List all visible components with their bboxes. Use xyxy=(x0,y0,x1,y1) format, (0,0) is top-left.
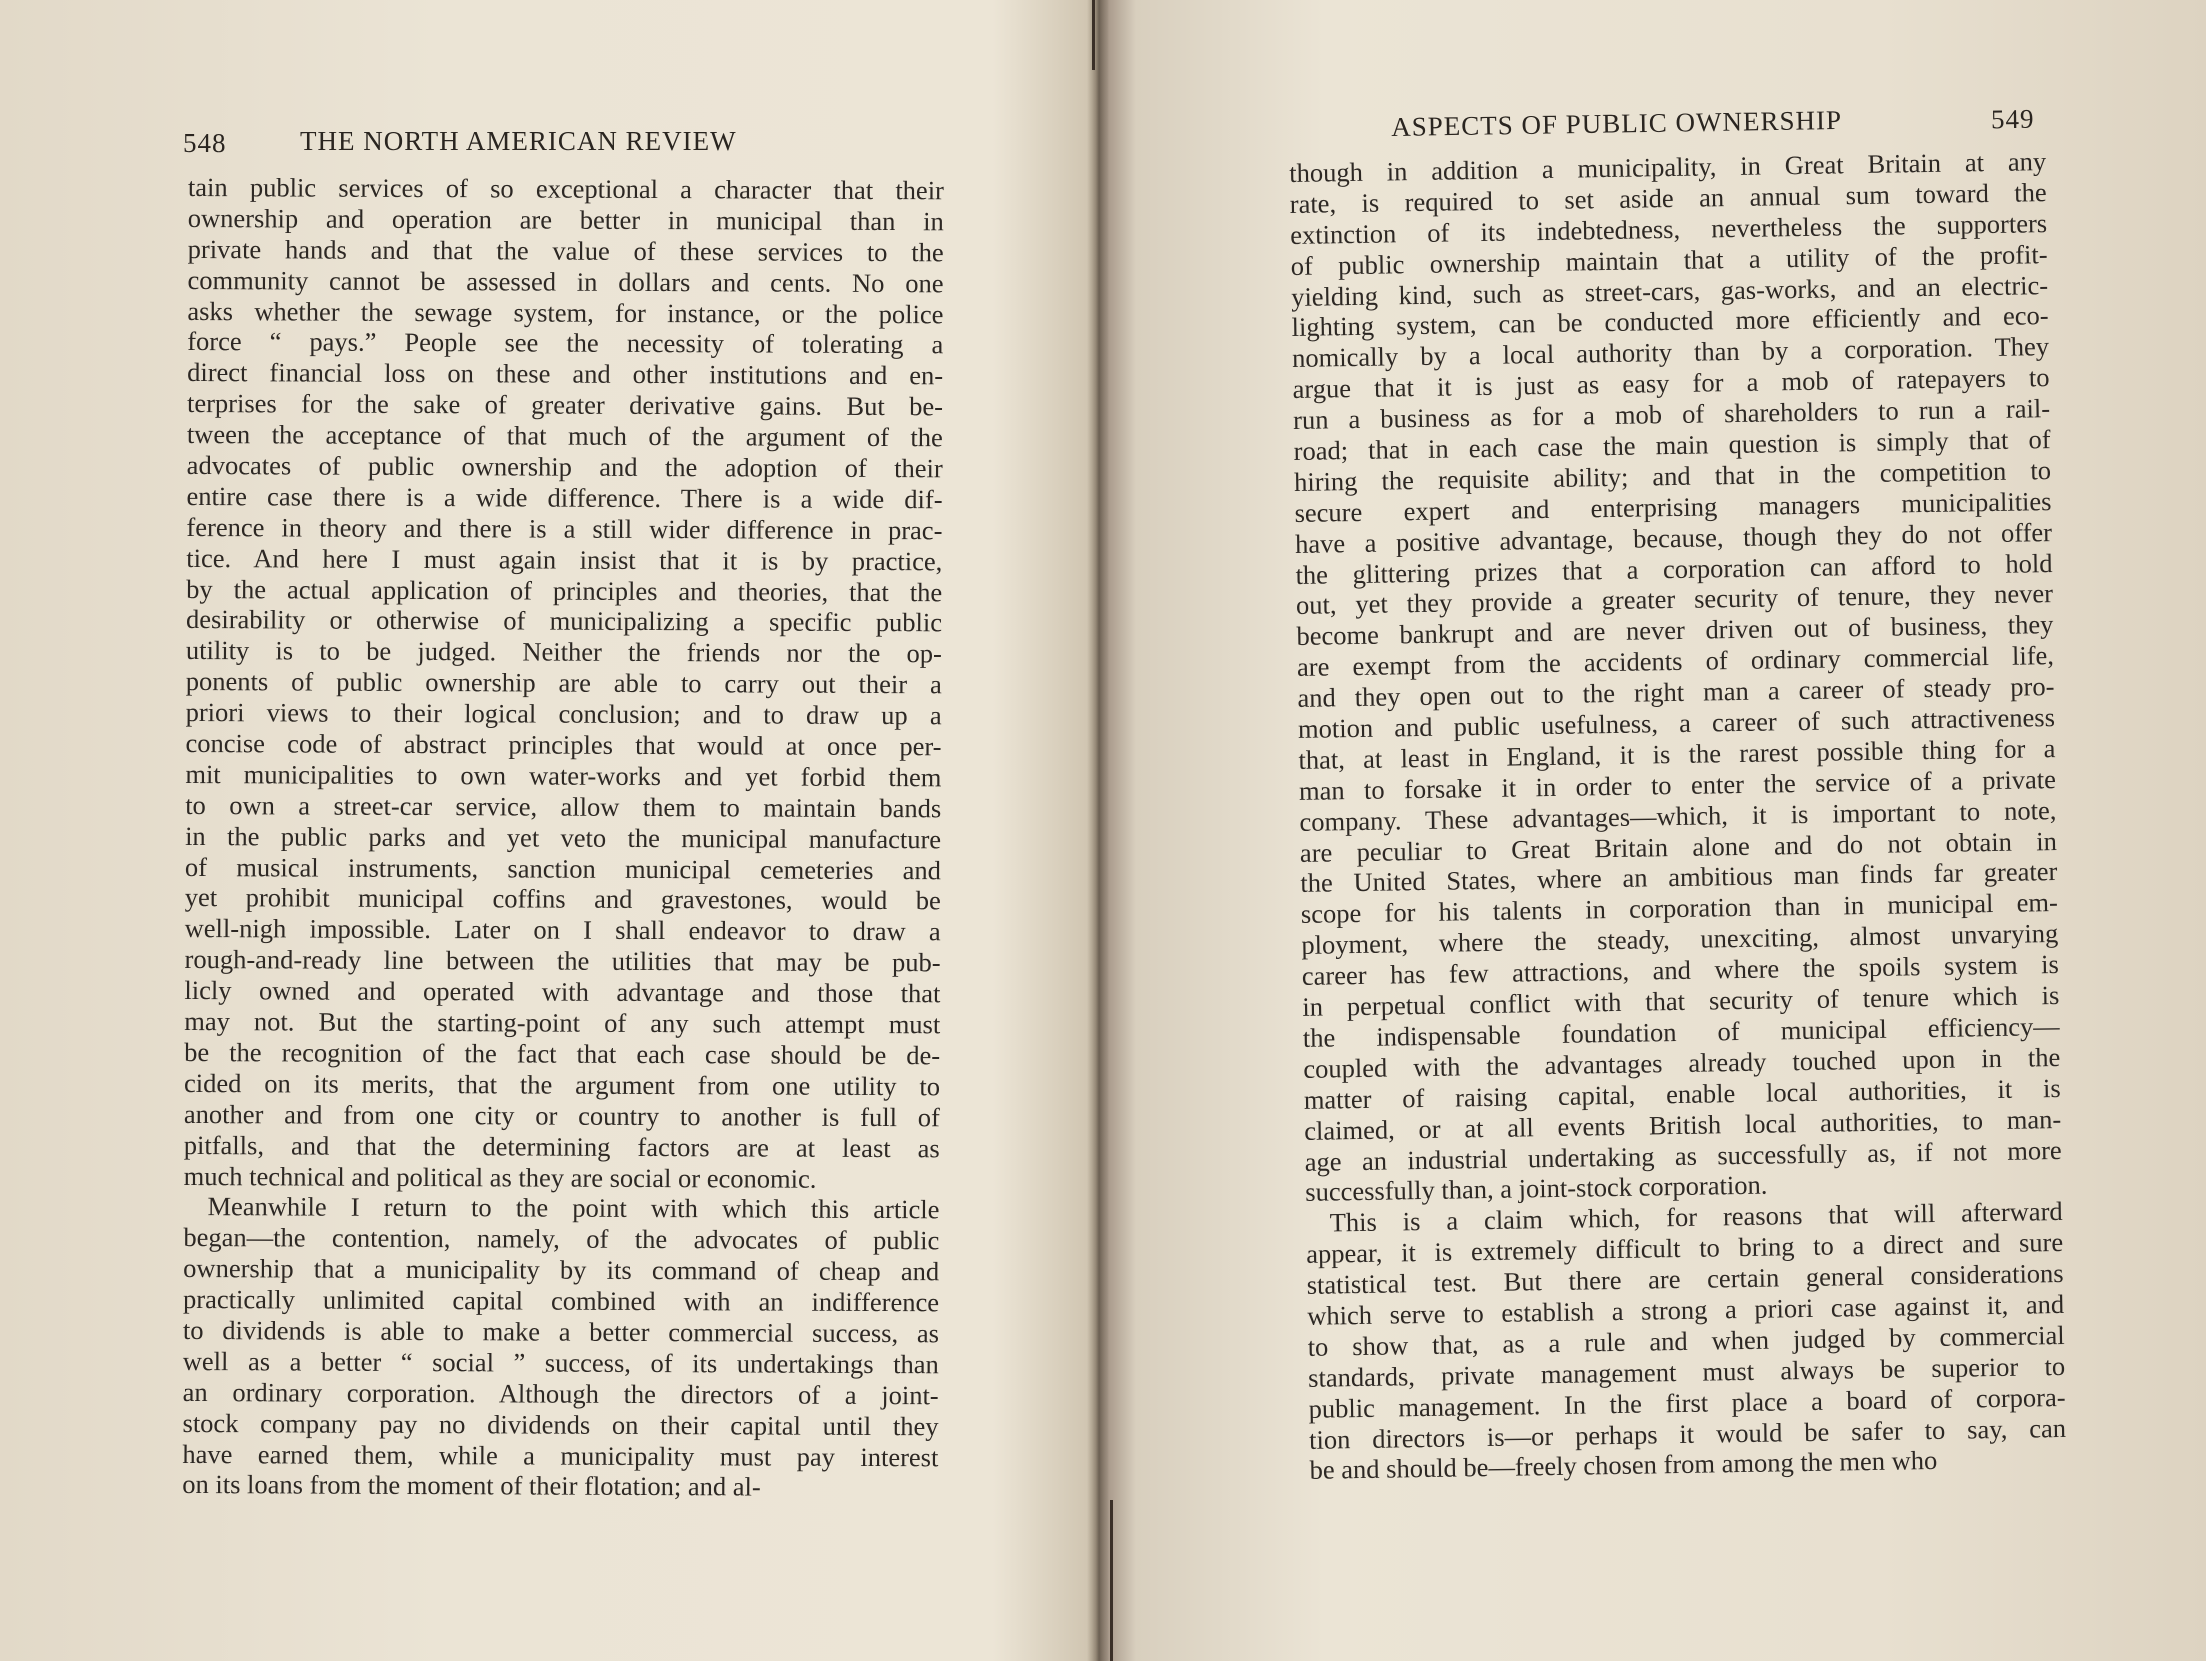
text-line: utility is to be judged. Neither the friends nor the op- xyxy=(185,635,942,669)
text-line: which serve to establish a strong a priori case against it, and xyxy=(1306,1288,2065,1331)
text-line: another and from one city or country to another is full of xyxy=(183,1098,940,1133)
text-line: in the public parks and yet veto the municipal manufacture xyxy=(185,820,942,854)
page-number: 548 xyxy=(183,128,227,158)
text-line: nomically by a local authority than by a corporation. They xyxy=(1291,331,2050,374)
text-line: of public ownership maintain that a utility of the profit- xyxy=(1290,238,2048,281)
text-line: entire case there is a wide difference. There is a wide dif- xyxy=(186,480,943,515)
text-line: argue that it is just as easy for a mob of ratepayers to xyxy=(1292,362,2050,405)
text-line: scope for his talents in corporation than in municipal em- xyxy=(1300,887,2059,930)
text-line: age an industrial undertaking as successfully as, if not more xyxy=(1304,1134,2062,1177)
text-line: man to forsake it in order to enter the service of a private xyxy=(1298,763,2057,806)
text-line: ponents of public ownership are able to carry out their a xyxy=(185,666,942,700)
text-line: private hands and that the value of these services to the xyxy=(187,233,944,268)
text-line: the indispensable foundation of municipal efficiency— xyxy=(1302,1010,2060,1053)
text-line: yielding kind, such as street-cars, gas-works, and an electric- xyxy=(1290,269,2049,312)
text-line: much technical and political as they are social or economic. xyxy=(183,1160,817,1194)
text-line: ownership that a municipality by its command of cheap and xyxy=(183,1253,940,1287)
text-line: to show that, as a rule and when judged by commercial xyxy=(1307,1319,2065,1362)
text-line: ployment, where the steady, unexciting, almost unvarying xyxy=(1301,918,2059,961)
text-line: out, yet they provide a greater security of tenure, they never xyxy=(1295,578,2054,621)
text-line: rate, is required to set aside an annual sum toward the xyxy=(1289,176,2047,219)
text-line: claimed, or at all events British local authorities, to man- xyxy=(1304,1103,2062,1146)
text-line: pitfalls, and that the determining factors are at least as xyxy=(183,1129,940,1163)
text-line: rough-and-ready line between the utilities that may be pub- xyxy=(184,944,941,978)
text-line: appear, it is extremely difficult to bring to a direct and sure xyxy=(1305,1227,2064,1270)
text-line: and they open out to the right man a career of steady pro- xyxy=(1297,671,2055,714)
text-line: advocates of public ownership and the adoption of their xyxy=(186,450,943,484)
text-line: have earned them, while a municipality must pay interest xyxy=(182,1438,939,1472)
text-line: desirability or otherwise of municipalizing a specific public xyxy=(185,604,943,638)
page-body-text xyxy=(182,172,944,1504)
text-line: of musical instruments, sanction municipal cemeteries and xyxy=(184,851,942,885)
text-line: statistical test. But there are certain general considerations xyxy=(1306,1258,2064,1300)
text-line: well-nigh impossible. Later on I shall endeavor to draw a xyxy=(184,913,941,947)
running-head: ASPECTS OF PUBLIC OWNERSHIP xyxy=(1391,104,1843,142)
text-line: concise code of abstract principles that would at once per- xyxy=(185,728,942,762)
text-line: by the actual application of principles and theories, that the xyxy=(186,573,943,607)
text-line: well as a better “ social ” success, of its undertakings than xyxy=(182,1345,939,1380)
text-line: ownership and operation are better in municipal than in xyxy=(187,202,944,237)
text-line: extinction of its indebtedness, nevertheless the supporters xyxy=(1289,207,2048,250)
left-page xyxy=(0,0,1100,1661)
text-line: coupled with the advantages already touched upon in the xyxy=(1303,1041,2061,1084)
text-line: force “ pays.” People see the necessity of tolerating a xyxy=(187,326,944,360)
text-line: career has few attractions, and where the spoils system is xyxy=(1301,949,2059,992)
text-line: public management. In the first place a board of corpora- xyxy=(1308,1381,2066,1424)
text-line: matter of raising capital, enable local authorities, it is xyxy=(1303,1072,2061,1115)
text-line: the United States, where an ambitious man finds far greater xyxy=(1300,856,2058,899)
text-line: company. These advantages—which, it is important to note, xyxy=(1299,794,2057,837)
right-page xyxy=(1106,0,2206,1661)
text-line: to dividends is able to make a better commercial success, as xyxy=(182,1314,940,1349)
text-line: that, at least in England, it is the rarest possible thing for a xyxy=(1298,732,2056,775)
text-line: tice. And here I must again insist that it is by practice, xyxy=(186,542,943,576)
text-line: cided on its merits, that the argument from one utility to xyxy=(183,1067,941,1102)
binding-mark xyxy=(1092,0,1095,70)
text-line: This is a claim which, for reasons that will afterward xyxy=(1329,1196,2063,1238)
text-line: in perpetual conflict with that security of tenure which is xyxy=(1302,980,2060,1022)
text-line: mit municipalities to own water-works and yet forbid them xyxy=(185,758,942,793)
running-head: THE NORTH AMERICAN REVIEW xyxy=(300,126,737,156)
text-line: secure expert and enterprising managers municipalities xyxy=(1294,485,2052,528)
text-line: began—the contention, namely, of the advocates of public xyxy=(183,1222,940,1256)
text-line: standards, private management must always be superior to xyxy=(1307,1350,2066,1393)
text-line: yet prohibit municipal coffins and gravestones, would be xyxy=(184,882,941,916)
text-line: on its loans from the moment of their flotation; and al- xyxy=(182,1469,761,1502)
text-line: community cannot be assessed in dollars and cents. No one xyxy=(187,264,944,298)
text-line: lighting system, can be conducted more efficiently and eco- xyxy=(1291,300,2049,343)
text-line: to own a street-car service, allow them to maintain bands xyxy=(185,789,942,824)
text-line: motion and public usefulness, a career of such attractiveness xyxy=(1297,702,2056,744)
text-line: asks whether the sewage system, for instance, or the police xyxy=(187,295,944,329)
text-line: be the recognition of the fact that each case should be de- xyxy=(184,1036,941,1071)
text-line: Meanwhile I return to the point with which this article xyxy=(207,1191,940,1225)
text-line: run a business as for a mob of shareholders to run a rail- xyxy=(1292,393,2051,436)
text-line: priori views to their logical conclusion; and to draw up a xyxy=(185,697,942,731)
text-line: licly owned and operated with advantage and those that xyxy=(184,975,941,1009)
text-line: become bankrupt and are never driven out of business, they xyxy=(1296,609,2054,652)
text-line: be and should be—freely chosen from among the men who xyxy=(1309,1445,1938,1486)
text-line: may not. But the starting-point of any such attempt must xyxy=(184,1006,941,1040)
text-line: stock company pay no dividends on their capital until they xyxy=(182,1407,939,1441)
text-line: road; that in each case the main question is simply that of xyxy=(1293,424,2051,466)
text-line: the glittering prizes that a corporation can afford to hold xyxy=(1295,547,2053,590)
page-number: 549 xyxy=(1990,103,2035,135)
text-line: hiring the requisite ability; and that in the competition to xyxy=(1293,454,2052,497)
text-line: have a positive advantage, because, though they do not offer xyxy=(1294,516,2053,559)
text-line: direct financial loss on these and other institutions and en- xyxy=(187,357,944,391)
text-line: are peculiar to Great Britain alone and do not obtain in xyxy=(1299,825,2058,868)
text-line: tween the acceptance of that much of the argument of the xyxy=(186,419,943,453)
text-line: though in addition a municipality, in Great Britain at any xyxy=(1289,146,2047,188)
text-line: an ordinary corporation. Although the directors of a joint- xyxy=(182,1376,939,1411)
text-line: tion directors is—or perhaps it would be safer to say, can xyxy=(1308,1412,2067,1455)
text-line: tain public services of so exceptional a character that their xyxy=(187,172,944,206)
text-line: ference in theory and there is a still wider difference in prac- xyxy=(186,511,943,546)
text-line: terprises for the sake of greater derivative gains. But be- xyxy=(186,388,944,422)
page-body-text xyxy=(1289,146,2067,1486)
text-line: are exempt from the accidents of ordinary commercial life, xyxy=(1296,640,2055,683)
text-line: practically unlimited capital combined with an indifference xyxy=(183,1284,940,1318)
text-line: successfully than, a joint-stock corporation. xyxy=(1305,1170,1768,1208)
